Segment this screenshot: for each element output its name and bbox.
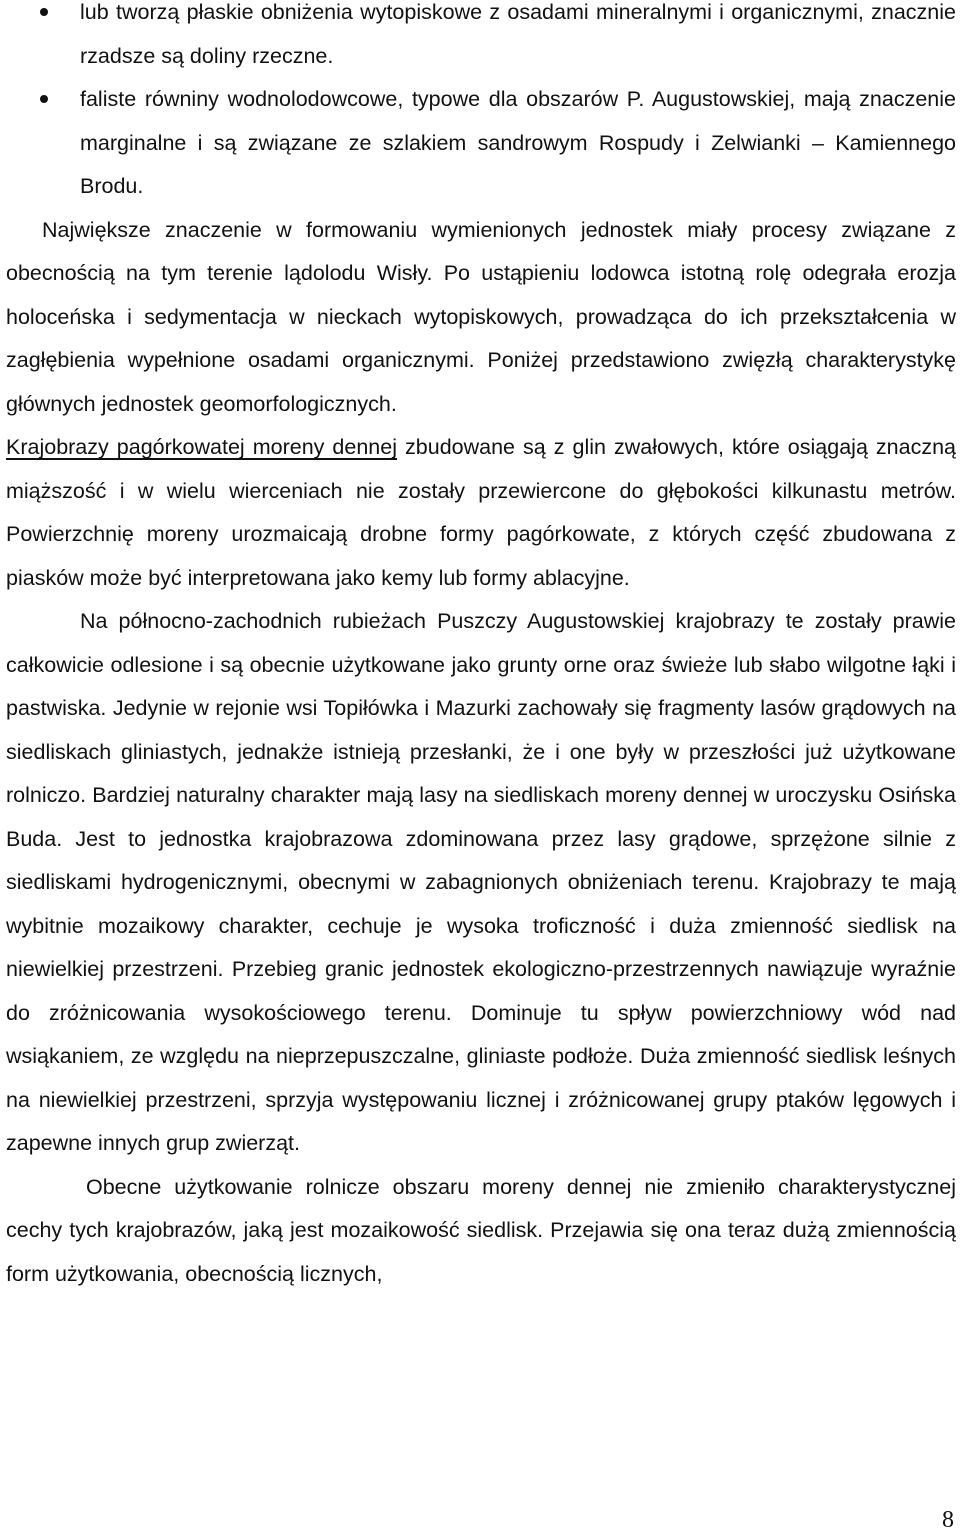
page-number: 8 [942, 1507, 954, 1533]
bullet-text: faliste równiny wodnolodowcowe, typowe dla obszarów P. Augustowskiej, mają znaczenie marginalne i są związane ze szlakiem sandrowym Rospudy i Zelwianki – Kamiennego Brodu. [80, 87, 956, 198]
bullet-dot-icon [40, 95, 48, 103]
paragraph [6, 426, 956, 600]
bullet-dot-icon [40, 8, 48, 16]
bullet-item [6, 0, 956, 78]
bullet-item [6, 78, 956, 209]
bullet-list [6, 0, 956, 209]
paragraph: Największe znaczenie w formowaniu wymienionych jednostek miały procesy związane z obecnością na tym terenie lądolodu Wisły. Po ustąpieniu lodowca istotną rolę odegrała erozja holoceńska i sedymentacja w nieckach wytopiskowych, prowadząca do ich przekształcenia w zagłębienia wypełnione osadami organicznymi. Poniżej przedstawiono zwięzłą charakterystykę głównych jednostek geomorfologicznych. [6, 217, 956, 416]
paragraph: Obecne użytkowanie rolnicze obszaru moreny dennej nie zmieniło charakterystycznej cechy tych krajobrazów, jaką jest mozaikowość siedlisk. Przejawia się ona teraz dużą zmiennością form użytkowania, obecnością licznych, [6, 1174, 956, 1286]
bullet-text: lub tworzą płaskie obniżenia wytopiskowe z osadami mineralnymi i organicznymi, znacznie rzadsze są doliny rzeczne. [80, 0, 956, 68]
section-heading: Krajobrazy pagórkowatej moreny dennej [6, 435, 397, 459]
document-page [6, 0, 956, 1296]
paragraph-text: zbudowane są z glin zwałowych, które osiągają znaczną miąższość i w wielu wierceniach nie zostały przewiercone do głębokości kilkunastu metrów. Powierzchnię moreny urozmaicają drobne formy pagórkowate, z których część zbudowana z piasków może być interpretowana jako kemy lub formy ablacyjne. [6, 435, 957, 590]
paragraph: Na północno-zachodnich rubieżach Puszczy Augustowskiej krajobrazy te zostały prawie całkowicie odlesione i są obecnie użytkowane jako grunty orne oraz świeże lub słabo wilgotne łąki i pastwiska. Jedynie w rejonie wsi Topiłówka i Mazurki zachowały się fragmenty lasów grądowych na siedliskach gliniastych, jednakże istnieją przesłanki, że i one były w przeszłości już użytkowane rolniczo. Bardziej naturalny charakter mają lasy na siedliskach moreny dennej w uroczysku Osińska Buda. Jest to jednostka krajobrazowa zdominowana przez lasy grądowe, sprzężone silnie z siedliskami hydrogenicznymi, obecnymi w zabagnionych obniżeniach terenu. Krajobrazy te mają wybitnie mozaikowy charakter, cechuje je wysoka troficzność i duża zmienność siedlisk na niewielkiej przestrzeni. Przebieg granic jednostek ekologiczno-przestrzennych nawiązuje wyraźnie do zróżnicowania wysokościowego terenu. Dominuje tu spływ powierzchniowy wód nad wsiąkaniem, ze względu na nieprzepuszczalne, gliniaste podłoże. Duża zmienność siedlisk leśnych na niewielkiej przestrzeni, sprzyja występowaniu licznej i zróżnicowanej grupy ptaków lęgowych i zapewne innych grup zwierząt. [6, 609, 956, 1155]
